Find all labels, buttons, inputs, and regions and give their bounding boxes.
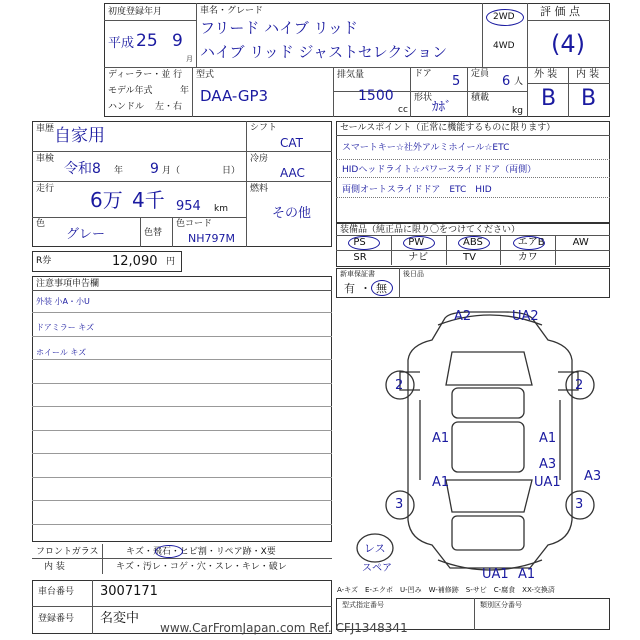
era-label: 平成 xyxy=(108,36,135,51)
exterior-grade: B xyxy=(541,86,557,111)
car-name: フリード ハイブ リッド xyxy=(200,19,358,37)
shaken-day-unit: 日） xyxy=(222,166,241,176)
interior-options: キズ・汚レ・コゲ・穴・スレ・キレ・破レ xyxy=(116,562,287,572)
damage-mark: 2 xyxy=(575,378,584,393)
shift-label: シフト xyxy=(250,123,278,133)
damage-mark: UA1 xyxy=(482,567,509,582)
mileage-label: 走行 xyxy=(36,184,55,194)
damage-mark: 2 xyxy=(395,378,404,393)
category-label: 類別区分番号 xyxy=(480,601,522,609)
equipment-item: SR xyxy=(353,252,367,263)
shape-label: 形状 xyxy=(414,93,433,103)
shaken-label: 車検 xyxy=(36,154,55,164)
color-swap-label: 色替 xyxy=(144,228,163,238)
note-line: ドアミラー キズ xyxy=(36,323,95,332)
drive-2wd: 2WD xyxy=(493,12,515,22)
sales-label: セールスポイント（正常に機能するものに限ります） xyxy=(340,123,556,133)
grade: ハイブ リッド ジャストセレクション xyxy=(200,43,448,61)
spare-note: レス xyxy=(364,542,386,555)
shaken-month: 9 xyxy=(150,161,159,177)
exterior-label: 外 装 xyxy=(534,69,558,80)
reg-number: 名変中 xyxy=(100,611,140,626)
aircon: AAC xyxy=(280,166,305,180)
score-label: 評 価 点 xyxy=(540,5,580,18)
mileage-rest: 954 xyxy=(176,199,201,214)
mileage-man: 6万 xyxy=(90,188,123,212)
cc-unit: cc xyxy=(398,105,408,115)
model-code: DAA-GP3 xyxy=(200,87,269,105)
reg-label: 登録番号 xyxy=(38,614,75,624)
equipment-item: AW xyxy=(572,237,589,248)
damage-mark: A2 xyxy=(454,309,472,324)
mileage-sen: 4千 xyxy=(132,188,165,212)
recycle-unit: 円 xyxy=(166,257,176,267)
load-label: 積載 xyxy=(471,93,490,103)
shift: CAT xyxy=(280,136,303,150)
equipment-item: ABS xyxy=(463,237,483,248)
chassis-label: 車台番号 xyxy=(38,587,75,597)
sales-point: HIDヘッドライト☆パワースライドドア（両側） xyxy=(342,165,537,175)
shape: ｶﾎﾞ xyxy=(432,100,452,115)
kg-unit: kg xyxy=(512,106,523,116)
recycle-amount: 12,090 xyxy=(112,254,158,269)
color: グレー xyxy=(66,227,106,242)
capacity-unit: 人 xyxy=(514,77,524,87)
note-line: ホイール キズ xyxy=(36,348,87,357)
damage-mark: 3 xyxy=(575,497,584,512)
doors: 5 xyxy=(452,74,461,89)
score-value: (4) xyxy=(551,30,585,58)
equipment-item: PS xyxy=(353,237,366,248)
damage-mark: A1 xyxy=(539,431,557,446)
warranty-no: 無 xyxy=(376,282,387,295)
chassis-number: 3007171 xyxy=(100,584,158,599)
shaken-year: 令和8 xyxy=(64,161,101,177)
equipment-item: エアB xyxy=(517,237,545,248)
damage-mark: A1 xyxy=(518,567,536,582)
color-code-label: 色コード xyxy=(176,219,213,229)
damage-mark: A1 xyxy=(432,431,450,446)
damage-mark: A1 xyxy=(432,475,450,490)
damage-legend: A-キズ E-エクボ U-凹み W-補修跡 S-サビ C-腐食 XX-交換済 xyxy=(337,586,555,594)
damage-mark: UA2 xyxy=(512,309,539,324)
sales-point: スマートキー☆社外アルミホイール☆ETC xyxy=(342,143,510,153)
aircon-label: 冷房 xyxy=(250,154,269,164)
equipment-item: ナビ xyxy=(408,252,429,263)
spare-label: スペア xyxy=(362,563,392,574)
notes-label: 注意事項申告欄 xyxy=(36,279,100,289)
capacity-label: 定員 xyxy=(471,69,490,79)
car-name-label: 車名・グレード xyxy=(200,6,264,16)
damage-mark: A3 xyxy=(539,457,557,472)
later-items-label: 後日品 xyxy=(403,270,424,278)
first-reg-label: 初度登録年月 xyxy=(108,7,163,17)
handle-label: ハンドル xyxy=(108,102,145,112)
km-unit: km xyxy=(214,204,228,214)
shaken-month-unit: 月（ xyxy=(162,166,181,176)
model-year-label: モデル年式 xyxy=(108,86,153,96)
warranty-label: 新車保証書 xyxy=(340,270,375,278)
interior-label: 内 装 xyxy=(576,69,600,80)
damage-mark: A3 xyxy=(584,469,602,484)
recycle-label: R券 xyxy=(36,256,52,266)
equipment-item: カワ xyxy=(517,252,538,263)
warranty-sep: ・ xyxy=(360,282,371,295)
displacement: 1500 xyxy=(358,88,394,104)
glass-options: キズ・飛石・ヒビ割・リペア跡・X要 xyxy=(126,547,276,557)
warranty-yes: 有 xyxy=(344,282,355,295)
color-code: NH797M xyxy=(188,232,235,245)
damage-mark: 3 xyxy=(395,497,404,512)
drive-4wd: 4WD xyxy=(493,41,515,51)
handle-options: 左・右 xyxy=(155,102,183,112)
model-label: 型式 xyxy=(196,70,215,80)
model-year-unit: 年 xyxy=(180,86,190,96)
equipment-item: TV xyxy=(463,252,476,263)
interior-label: 内 装 xyxy=(44,562,65,572)
fuel-label: 燃料 xyxy=(250,184,269,194)
note-line: 外装 小A・小U xyxy=(36,297,90,306)
first-reg-month: 9 xyxy=(172,31,183,51)
sales-point: 両側オートスライドドア ETC HID xyxy=(342,185,492,195)
glass-label: フロントガラス xyxy=(36,547,99,557)
first-reg-year: 25 xyxy=(136,31,158,51)
watermark: www.CarFromJapan.com Ref. CFJ1348341 xyxy=(160,621,408,635)
interior-grade: B xyxy=(581,86,597,111)
door-label: ドア xyxy=(414,69,432,79)
fuel: その他 xyxy=(272,206,312,221)
usage-type: 自家用 xyxy=(54,126,105,146)
dealer-label: ディーラー・並 行 xyxy=(108,70,183,80)
equipment-label: 装備品（純正品に限り〇をつけてください） xyxy=(340,225,521,235)
history-label: 車歴 xyxy=(36,124,55,134)
capacity: 6 xyxy=(502,74,511,89)
displacement-label: 排気量 xyxy=(337,70,365,80)
model-designation-label: 型式指定番号 xyxy=(342,601,384,609)
equipment-item: PW xyxy=(408,237,425,248)
shaken-year-unit: 年 xyxy=(114,166,124,176)
color-label: 色 xyxy=(36,219,46,229)
month-unit: 月 xyxy=(186,55,193,63)
damage-mark: UA1 xyxy=(534,475,561,490)
